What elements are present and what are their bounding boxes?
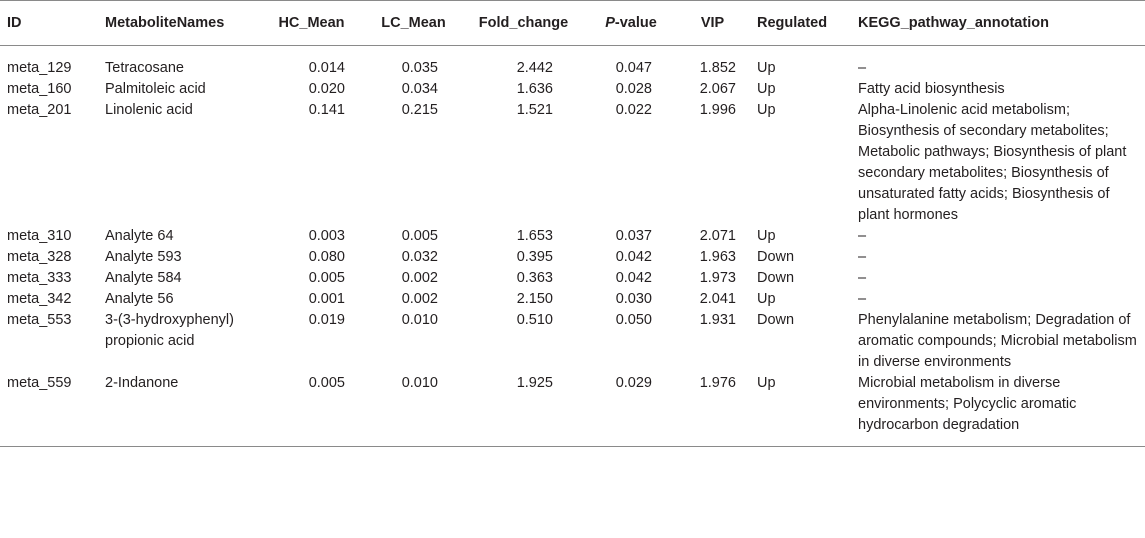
cell-metabolite-name: Analyte 593 bbox=[105, 249, 182, 265]
cell-hc-mean: 0.019 bbox=[308, 312, 345, 328]
table-row bbox=[0, 268, 1145, 289]
cell-kegg-annotation: Alpha-Linolenic acid metabolism; Biosynthesis of secondary metabolites; Metabolic pathways; Biosynthesis of plant secondary metabolites; Biosynthesis of unsaturated fatty acids; Biosynthesis of plant hormones bbox=[858, 102, 1127, 223]
cell-fold-change: 2.442 bbox=[516, 60, 553, 76]
cell-id: meta_160 bbox=[7, 81, 72, 97]
cell-fold-change: 1.925 bbox=[462, 373, 585, 447]
header-metabolite-names: MetaboliteNames bbox=[101, 1, 258, 46]
cell-p-value: 0.029 bbox=[585, 373, 677, 447]
cell-fold-change: 1.653 bbox=[516, 228, 553, 244]
cell-metabolite-name: 2-Indanone bbox=[101, 373, 258, 447]
header-regulated: Regulated bbox=[748, 1, 852, 46]
cell-vip: 2.071 bbox=[699, 228, 736, 244]
cell-p-value: 0.030 bbox=[615, 291, 652, 307]
cell-id: meta_553 bbox=[7, 312, 72, 328]
header-hc-mean: HC_Mean bbox=[258, 1, 365, 46]
cell-lc-mean: 0.010 bbox=[365, 373, 462, 447]
table-row bbox=[0, 310, 1145, 373]
cell-regulated: Up bbox=[748, 373, 852, 447]
cell-id: meta_342 bbox=[7, 291, 72, 307]
cell-hc-mean: 0.020 bbox=[308, 81, 345, 97]
cell-regulated: Up bbox=[757, 291, 776, 307]
cell-p-value: 0.047 bbox=[615, 60, 652, 76]
cell-p-value: 0.050 bbox=[615, 312, 652, 328]
cell-fold-change: 0.510 bbox=[516, 312, 553, 328]
table-row bbox=[0, 46, 1145, 80]
cell-kegg-annotation: – bbox=[858, 249, 867, 265]
cell-vip: 2.041 bbox=[699, 291, 736, 307]
cell-hc-mean: 0.005 bbox=[258, 373, 365, 447]
cell-hc-mean: 0.003 bbox=[308, 228, 345, 244]
header-kegg-annotation: KEGG_pathway_annotation bbox=[852, 1, 1145, 46]
cell-regulated: Up bbox=[757, 102, 776, 118]
table-row bbox=[0, 289, 1145, 310]
header-p-value bbox=[585, 1, 677, 46]
cell-metabolite-name: Tetracosane bbox=[105, 60, 184, 76]
cell-vip: 1.996 bbox=[699, 102, 736, 118]
cell-fold-change: 1.636 bbox=[516, 81, 553, 97]
table-row bbox=[0, 226, 1145, 247]
cell-p-value: 0.022 bbox=[615, 102, 652, 118]
cell-p-value: 0.037 bbox=[615, 228, 652, 244]
cell-lc-mean: 0.002 bbox=[401, 291, 438, 307]
header-fold-change: Fold_change bbox=[462, 1, 585, 46]
cell-lc-mean: 0.010 bbox=[401, 312, 438, 328]
cell-metabolite-name: Palmitoleic acid bbox=[105, 81, 206, 97]
cell-lc-mean: 0.035 bbox=[401, 60, 438, 76]
header-vip: VIP bbox=[677, 1, 748, 46]
cell-vip: 1.973 bbox=[699, 270, 736, 286]
cell-vip: 1.852 bbox=[699, 60, 736, 76]
cell-hc-mean: 0.080 bbox=[308, 249, 345, 265]
cell-kegg-annotation: – bbox=[858, 270, 867, 286]
cell-regulated: Up bbox=[757, 228, 776, 244]
cell-metabolite-name: 3-(3-hydroxyphenyl) propionic acid bbox=[105, 312, 234, 349]
cell-kegg-annotation: – bbox=[858, 291, 867, 307]
cell-hc-mean: 0.141 bbox=[308, 102, 345, 118]
cell-metabolite-name: Analyte 584 bbox=[105, 270, 182, 286]
cell-lc-mean: 0.032 bbox=[401, 249, 438, 265]
cell-regulated: Up bbox=[757, 81, 776, 97]
cell-kegg-annotation: – bbox=[858, 228, 867, 244]
cell-id: meta_559 bbox=[0, 373, 101, 447]
cell-metabolite-name: Analyte 64 bbox=[105, 228, 174, 244]
cell-regulated: Down bbox=[757, 249, 795, 265]
cell-kegg-annotation: Fatty acid biosynthesis bbox=[858, 81, 1005, 97]
table-row bbox=[0, 79, 1145, 100]
cell-regulated: Up bbox=[757, 60, 776, 76]
cell-fold-change: 0.395 bbox=[516, 249, 553, 265]
cell-id: meta_310 bbox=[7, 228, 72, 244]
cell-id: meta_333 bbox=[7, 270, 72, 286]
cell-kegg-annotation: Microbial metabolism in diverse environments; Polycyclic aromatic hydrocarbon degradation bbox=[852, 373, 1145, 447]
header-id: ID bbox=[0, 1, 101, 46]
cell-vip: 1.963 bbox=[699, 249, 736, 265]
cell-kegg-annotation: – bbox=[858, 60, 867, 76]
cell-regulated: Down bbox=[757, 270, 795, 286]
cell-fold-change: 2.150 bbox=[516, 291, 553, 307]
cell-kegg-annotation: Phenylalanine metabolism; Degradation of aromatic compounds; Microbial metabolism in diverse environments bbox=[858, 312, 1137, 370]
cell-vip: 2.067 bbox=[699, 81, 736, 97]
table-row bbox=[0, 100, 1145, 226]
cell-lc-mean: 0.215 bbox=[401, 102, 438, 118]
cell-id: meta_201 bbox=[7, 102, 72, 118]
cell-p-value: 0.042 bbox=[615, 270, 652, 286]
cell-p-value: 0.028 bbox=[615, 81, 652, 97]
cell-regulated: Down bbox=[757, 312, 795, 328]
cell-vip: 1.931 bbox=[699, 312, 736, 328]
table-row bbox=[0, 247, 1145, 268]
header-lc-mean: LC_Mean bbox=[365, 1, 462, 46]
cell-lc-mean: 0.002 bbox=[401, 270, 438, 286]
table-row bbox=[0, 373, 1145, 447]
cell-hc-mean: 0.005 bbox=[308, 270, 345, 286]
header-row bbox=[0, 1, 1145, 46]
cell-hc-mean: 0.014 bbox=[308, 60, 345, 76]
cell-id: meta_328 bbox=[7, 249, 72, 265]
cell-id: meta_129 bbox=[7, 60, 72, 76]
cell-vip: 1.976 bbox=[677, 373, 748, 447]
cell-lc-mean: 0.034 bbox=[401, 81, 438, 97]
cell-metabolite-name: Linolenic acid bbox=[105, 102, 193, 118]
header-p-value-rest: -value bbox=[614, 15, 657, 31]
cell-lc-mean: 0.005 bbox=[401, 228, 438, 244]
cell-fold-change: 0.363 bbox=[516, 270, 553, 286]
cell-fold-change: 1.521 bbox=[516, 102, 553, 118]
header-p-value-italic: P bbox=[605, 15, 615, 31]
cell-metabolite-name: Analyte 56 bbox=[105, 291, 174, 307]
cell-p-value: 0.042 bbox=[615, 249, 652, 265]
cell-hc-mean: 0.001 bbox=[308, 291, 345, 307]
